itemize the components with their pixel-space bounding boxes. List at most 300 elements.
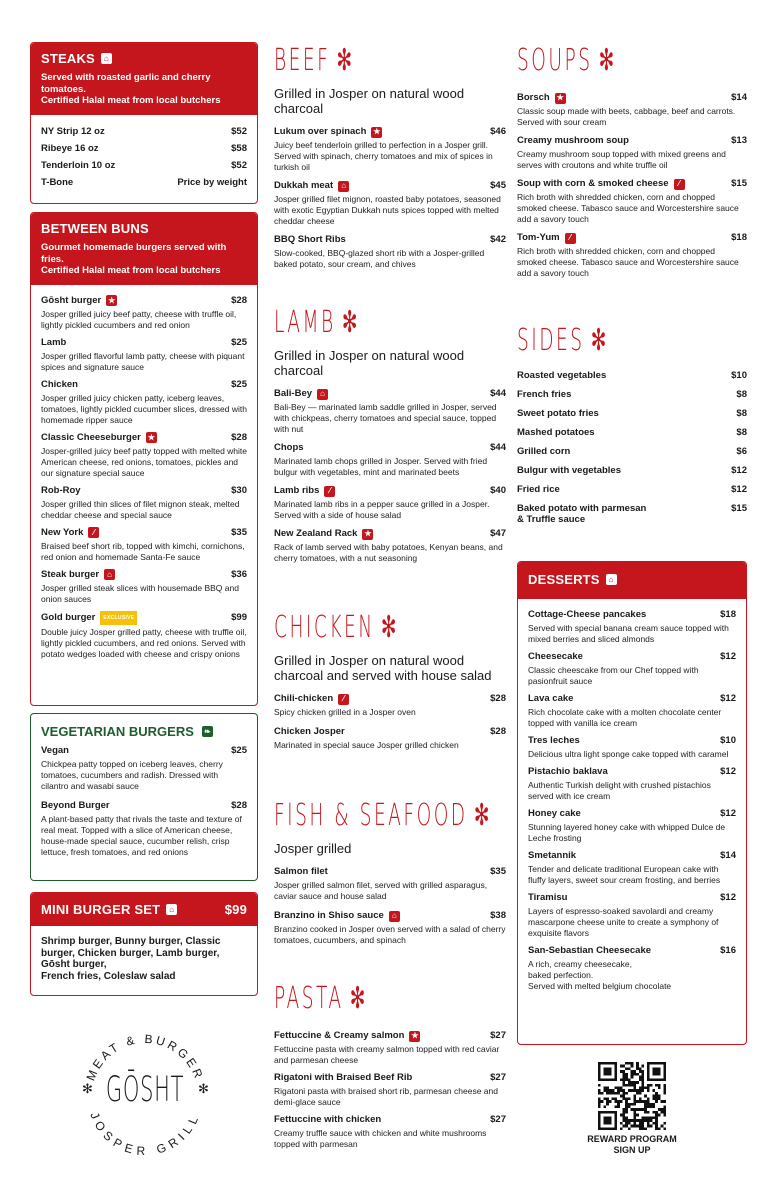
qr-finder — [614, 1111, 617, 1130]
qr-module — [655, 1125, 658, 1128]
qr-module — [620, 1078, 623, 1081]
qr-module — [598, 1089, 601, 1092]
qr-module — [633, 1089, 636, 1092]
menu-item-name-wrap — [528, 892, 567, 904]
qr-finder — [652, 1067, 660, 1075]
qr-module — [625, 1119, 628, 1122]
menu-item-price: $35 — [490, 866, 506, 877]
menu-item — [41, 140, 247, 157]
qr-module — [628, 1122, 631, 1125]
menu-item — [41, 745, 247, 792]
qr-module — [642, 1125, 645, 1128]
menu-item-name-wrap — [517, 135, 629, 147]
qr-module — [631, 1125, 634, 1128]
qr-module — [642, 1122, 645, 1125]
qr-module — [633, 1081, 636, 1084]
qr-module — [663, 1089, 666, 1092]
desserts-list — [518, 599, 746, 1004]
qr-finder — [598, 1111, 601, 1130]
menu-item-row — [41, 157, 247, 174]
qr-module — [650, 1103, 653, 1106]
menu-item — [41, 527, 247, 563]
menu-item-name-wrap — [528, 945, 651, 957]
menu-item-name: Pistachio baklava — [528, 766, 608, 777]
menu-item-row — [274, 726, 506, 738]
burger-icon: ⌂ — [338, 181, 349, 192]
qr-module — [609, 1100, 612, 1103]
menu-item-name-wrap — [41, 157, 115, 174]
menu-item — [528, 808, 736, 844]
menu-item-name: Fettuccine with chicken — [274, 1114, 382, 1125]
qr-module — [650, 1125, 653, 1128]
menu-item-price: $12 — [731, 465, 747, 476]
menu-item-name: Lamb — [41, 336, 67, 348]
qr-module — [642, 1078, 645, 1081]
menu-item-row — [274, 1072, 506, 1084]
menu-item — [41, 337, 247, 373]
menu-item-price: $12 — [720, 693, 736, 704]
qr-module — [631, 1103, 634, 1106]
qr-module — [620, 1122, 623, 1125]
asterisk-icon: ✻ — [336, 43, 355, 78]
qr-module — [658, 1086, 661, 1089]
qr-module — [633, 1073, 636, 1076]
menu-item-price: $25 — [231, 336, 247, 348]
menu-item-name: San-Sebastian Cheesecake — [528, 945, 652, 956]
qr-module — [628, 1089, 631, 1092]
menu-item-description: Stunning layered honey cake with whipped Dulce de Leche frosting — [528, 822, 726, 843]
lamb-section — [274, 306, 506, 571]
menu-item-name: Dukkah meat — [274, 180, 334, 191]
menu-item-name-wrap — [274, 726, 345, 738]
menu-item — [517, 427, 747, 438]
menu-item-description: Marinated lamb ribs in a pepper sauce grilled in a Josper. Served with a side of house salad — [274, 499, 490, 520]
menu-item-name: Classic Cheeseburger — [41, 431, 141, 443]
qr-finder — [603, 1067, 611, 1075]
qr-module — [614, 1097, 617, 1100]
qr-module — [631, 1076, 634, 1079]
qr-module — [617, 1089, 620, 1092]
qr-module — [633, 1116, 636, 1119]
menu-item-price: $27 — [490, 1114, 506, 1125]
menu-item-name: NY Strip 12 oz — [41, 125, 105, 137]
menu-item-name-wrap — [41, 379, 78, 391]
qr-module — [622, 1076, 625, 1079]
menu-item — [528, 850, 736, 886]
menu-item-name: Borsch — [517, 92, 550, 103]
menu-item — [274, 234, 506, 270]
menu-item-description: Rigatoni pasta with braised short rib, parmesan cheese and demi-glace sauce — [274, 1086, 498, 1107]
qr-module — [620, 1086, 623, 1089]
star-icon: ★ — [411, 1031, 419, 1040]
menu-item-description: Rich chocolate cake with a molten chocolate center topped with vanilla ice cream — [528, 707, 722, 728]
menu-item-description: Josper grilled flavorful lamb patty, cheese with piquant spices and signature sauce — [41, 350, 245, 372]
menu-item-name: Smetannik — [528, 850, 577, 861]
qr-module — [633, 1086, 636, 1089]
menu-item-description: Rich broth with shredded chicken, corn and chopped smoked cheese. Tabasco sauce and Worcestershire sauce add a savory touch — [517, 192, 739, 224]
chili-icon: ⁄ — [674, 179, 685, 190]
qr-module — [603, 1089, 606, 1092]
qr-module — [661, 1111, 664, 1114]
menu-item-name-wrap — [517, 465, 621, 476]
qr-module — [628, 1127, 631, 1130]
qr-module — [631, 1065, 634, 1068]
qr-module — [647, 1119, 650, 1122]
menu-item-name-wrap — [528, 651, 583, 663]
qr-module — [625, 1108, 628, 1111]
chili-icon: ⁄ — [338, 694, 349, 705]
menu-item-row — [41, 123, 247, 140]
menu-item-description: Branzino cooked in Josper oven served with a salad of cherry tomatoes, cucumbers, and spinach — [274, 924, 506, 945]
qr-module — [622, 1089, 625, 1092]
qr-module — [631, 1073, 634, 1076]
qr-module — [614, 1106, 617, 1109]
menu-item — [41, 569, 247, 605]
qr-module — [652, 1089, 655, 1092]
qr-module — [658, 1108, 661, 1111]
menu-item-row — [274, 180, 506, 192]
menu-item-row — [41, 800, 247, 812]
star-icon: ★ — [373, 127, 381, 136]
chili-icon: ⁄ — [565, 233, 576, 244]
menu-item-price: $12 — [720, 766, 736, 777]
qr-module — [633, 1122, 636, 1125]
menu-item-name-wrap — [517, 178, 685, 190]
menu-item-description: A plant-based patty that rivals the taste and texture of real meat. Topped with a slice of American cheese, house-made special sauce, cucumber relish, crisp lettuce, fresh tomatoes, and red onions — [41, 814, 242, 857]
menu-item-name: Mashed potatoes — [517, 427, 595, 438]
qr-module — [620, 1070, 623, 1073]
qr-module — [661, 1125, 664, 1128]
qr-module — [633, 1119, 636, 1122]
qr-module — [620, 1100, 623, 1103]
qr-module — [609, 1089, 612, 1092]
qr-module — [642, 1084, 645, 1087]
qr-module — [622, 1092, 625, 1095]
menu-item-name-wrap — [517, 232, 576, 244]
menu-item-price: $30 — [231, 484, 247, 496]
reward-program-label[interactable]: REWARD PROGRAM SIGN UP — [587, 1134, 677, 1155]
qr-module — [636, 1092, 639, 1095]
menu-item-row — [528, 609, 736, 621]
gosht-logo — [70, 1018, 220, 1168]
section-title: FISH & SEAFOOD — [274, 798, 468, 833]
menu-item — [528, 735, 736, 760]
qr-module — [639, 1119, 642, 1122]
qr-module — [603, 1097, 606, 1100]
qr-module — [625, 1062, 628, 1065]
menu-item-price: $52 — [231, 125, 247, 137]
qr-module — [603, 1086, 606, 1089]
qr-module — [650, 1119, 653, 1122]
menu-item — [528, 766, 736, 802]
section-subtitle: Grilled in Josper on natural wood charcoal and served with house salad — [274, 653, 492, 683]
menu-item-name: Grilled corn — [517, 446, 571, 457]
buns-header — [31, 213, 257, 285]
qr-module — [606, 1092, 609, 1095]
menu-item-name: Cheesecake — [528, 651, 583, 662]
qr-module — [639, 1122, 642, 1125]
qr-module — [647, 1100, 650, 1103]
qr-finder — [598, 1078, 617, 1081]
qr-module — [606, 1103, 609, 1106]
menu-item-name-wrap — [41, 337, 66, 349]
qr-module — [663, 1122, 666, 1125]
menu-item-price: $99 — [231, 611, 247, 623]
menu-item-price: $40 — [490, 485, 506, 496]
qr-module — [642, 1089, 645, 1092]
menu-item-name-wrap — [274, 1072, 412, 1084]
qr-module — [661, 1100, 664, 1103]
menu-item-price: $12 — [720, 651, 736, 662]
chili-icon: ⁄ — [324, 486, 335, 497]
qr-module — [631, 1119, 634, 1122]
qr-module — [625, 1111, 628, 1114]
qr-module — [636, 1081, 639, 1084]
qr-module — [628, 1106, 631, 1109]
menu-item-name-wrap — [274, 910, 400, 922]
qr-finder — [598, 1127, 617, 1130]
menu-item-name: Gold burger — [41, 611, 96, 623]
qr-module — [655, 1084, 658, 1087]
qr-module — [647, 1086, 650, 1089]
section-title: BEEF — [274, 43, 331, 78]
menu-item — [517, 408, 747, 419]
qr-module — [631, 1070, 634, 1073]
mini-burger-section — [30, 892, 258, 996]
qr-module — [644, 1119, 647, 1122]
qr-module — [658, 1127, 661, 1130]
qr-module — [652, 1097, 655, 1100]
menu-item-description: Classic cheescake from our Chef topped with pasionfruit sauce — [528, 665, 699, 686]
menu-item-row — [528, 945, 736, 957]
qr-module — [622, 1114, 625, 1117]
menu-item-name: Tenderloin 10 oz — [41, 159, 116, 171]
menu-item-name: French fries — [517, 389, 572, 400]
qr-module — [622, 1084, 625, 1087]
section-subtitle: Grilled in Josper on natural wood charcoal — [274, 86, 465, 116]
menu-item-row — [41, 432, 247, 444]
sides-section — [517, 324, 747, 533]
menu-item-description: Layers of espresso-soaked savolardi and creamy mascarpone cheese unite to create a symphony of exquisite flavors — [528, 906, 719, 938]
qr-module — [631, 1089, 634, 1092]
qr-module — [628, 1119, 631, 1122]
menu-item-name: Branzino in Shiso sauce — [274, 910, 384, 921]
svg-text:JOSPER GRILL — [87, 1110, 202, 1158]
menu-item — [274, 180, 506, 227]
menu-item — [517, 503, 747, 525]
fish-section — [274, 799, 506, 954]
menu-item-description: Served with special banana cream sauce topped with mixed berries and sliced almonds — [528, 623, 729, 644]
menu-item-price: $12 — [720, 808, 736, 819]
menu-item-description: Authentic Turkish delight with crushed pistachios served with ice cream — [528, 780, 711, 801]
qr-module — [620, 1065, 623, 1068]
menu-item-price: $45 — [490, 180, 506, 191]
qr-module — [647, 1103, 650, 1106]
section-title: CHICKEN — [274, 610, 375, 645]
qr-module — [642, 1073, 645, 1076]
menu-item — [517, 232, 747, 279]
menu-item — [528, 693, 736, 729]
menu-item — [274, 1114, 506, 1150]
qr-module — [617, 1103, 620, 1106]
menu-item-name-wrap — [528, 735, 580, 747]
menu-item-row — [517, 446, 747, 457]
menu-item — [41, 611, 247, 660]
menu-item — [517, 135, 747, 171]
menu-item-name: Steak burger — [41, 568, 100, 580]
qr-module — [642, 1116, 645, 1119]
menu-item — [274, 726, 506, 751]
soups-list — [517, 92, 747, 279]
menu-item — [41, 485, 247, 521]
menu-item-row — [517, 389, 747, 400]
menu-item-description: Juicy beef tenderloin grilled to perfection in a Josper grill. Served with spinach, cherry tomatoes and mix of spices in turkish oil — [274, 140, 493, 172]
menu-item-name-wrap — [517, 408, 599, 419]
menu-item-name-wrap — [41, 295, 117, 307]
menu-item-row — [274, 693, 506, 705]
qr-module — [617, 1106, 620, 1109]
asterisk-icon: ✻ — [82, 1082, 93, 1097]
menu-item-price: $28 — [231, 294, 247, 306]
menu-item-price: $46 — [490, 126, 506, 137]
menu-item-price: $10 — [720, 735, 736, 746]
menu-item-price: $58 — [231, 142, 247, 154]
qr-module — [598, 1106, 601, 1109]
qr-module — [622, 1119, 625, 1122]
menu-item-price: $27 — [490, 1030, 506, 1041]
qr-module — [652, 1106, 655, 1109]
menu-item — [274, 1072, 506, 1108]
menu-item — [274, 1030, 506, 1066]
menu-item-name-wrap — [528, 808, 581, 820]
qr-module — [639, 1076, 642, 1079]
qr-module — [631, 1062, 634, 1065]
menu-item-row — [41, 174, 247, 191]
section-subtitle: Gourmet homemade burgers served with fries. Certified Halal meat from local butchers — [41, 242, 227, 276]
qr-module — [625, 1092, 628, 1095]
qr-module — [614, 1086, 617, 1089]
menu-item-row — [274, 910, 506, 922]
qr-module — [633, 1084, 636, 1087]
menu-item-price: $47 — [490, 528, 506, 539]
qr-module — [655, 1111, 658, 1114]
menu-item-row — [274, 234, 506, 246]
qr-module — [622, 1097, 625, 1100]
qr-module — [636, 1062, 639, 1065]
menu-item-name: Tres leches — [528, 735, 580, 746]
qr-module — [652, 1103, 655, 1106]
menu-item-name-wrap — [274, 485, 335, 497]
pasta-list — [274, 1030, 506, 1150]
menu-item-name-wrap — [517, 427, 595, 438]
desserts-section — [517, 561, 747, 1045]
qr-module — [639, 1108, 642, 1111]
menu-item-row — [41, 485, 247, 497]
menu-item-description: Spicy chicken grilled in a Josper oven — [274, 707, 416, 717]
qr-module — [636, 1100, 639, 1103]
qr-module — [636, 1108, 639, 1111]
qr-module — [625, 1100, 628, 1103]
menu-item-row — [41, 140, 247, 157]
qr-module — [663, 1111, 666, 1114]
menu-item — [517, 465, 747, 476]
section-title: SIDES — [517, 323, 585, 358]
menu-item-description: Josper grilled steak slices with housemade BBQ and onion sauces — [41, 582, 239, 604]
qr-module — [647, 1125, 650, 1128]
between-buns-section — [30, 212, 258, 706]
menu-item-price: $8 — [736, 427, 747, 438]
menu-item-row — [517, 232, 747, 244]
menu-item-name: New Zealand Rack — [274, 528, 358, 539]
qr-module — [655, 1100, 658, 1103]
menu-item-row — [41, 745, 247, 757]
menu-item-row — [528, 808, 736, 820]
asterisk-icon: ✻ — [598, 43, 617, 78]
qr-module — [636, 1114, 639, 1117]
menu-item-row — [528, 850, 736, 862]
menu-item-name-wrap — [517, 370, 606, 381]
qr-module — [661, 1108, 664, 1111]
mini-description: Shrimp burger, Bunny burger, Classic burger, Chicken burger, Lamb burger, Gōsht burger, French fries, Coleslaw salad — [41, 936, 221, 982]
qr-module — [642, 1119, 645, 1122]
menu-item-name-wrap — [517, 92, 566, 104]
menu-item-row — [274, 528, 506, 540]
qr-module — [631, 1084, 634, 1087]
section-title: STEAKS — [41, 51, 95, 66]
star-icon: ★ — [556, 93, 564, 102]
qr-module — [622, 1065, 625, 1068]
soups-section — [517, 44, 747, 286]
qr-module — [655, 1092, 658, 1095]
section-title: LAMB — [274, 305, 336, 340]
qr-module — [644, 1106, 647, 1109]
asterisk-icon: ✻ — [473, 798, 492, 833]
qr-module — [625, 1076, 628, 1079]
menu-item — [517, 92, 747, 128]
steaks-section — [30, 42, 258, 204]
menu-item-name: Lukum over spinach — [274, 126, 367, 137]
menu-item-price: $18 — [731, 232, 747, 243]
burger-icon: ⌂ — [104, 569, 115, 580]
qr-module — [655, 1122, 658, 1125]
menu-item-row — [274, 866, 506, 878]
logo-top-text: MEAT & BURGER — [83, 1031, 207, 1083]
qr-module — [644, 1116, 647, 1119]
menu-item-description: Bali-Bey — marinated lamb saddle grilled in Josper, served with chickpeas, cherry tomatoes and special sauce, topped with nut — [274, 402, 497, 434]
menu-item-description: Braised beef short rib, topped with kimchi, cornichons, red onion and homemade Santa-Fe sauce — [41, 540, 245, 562]
burger-icon: ⌂ — [606, 574, 617, 585]
qr-module — [639, 1097, 642, 1100]
menu-item-name-wrap — [41, 527, 99, 539]
menu-item-row — [274, 1030, 506, 1042]
qr-code[interactable] — [598, 1062, 666, 1130]
qr-module — [636, 1125, 639, 1128]
menu-item-description: Rich broth with shredded chicken, corn and chopped smoked cheese. Tabasco sauce and Worcestershire sauce add a savory touch — [517, 246, 739, 278]
menu-item-price: $52 — [231, 159, 247, 171]
menu-item-price: $6 — [736, 446, 747, 457]
menu-item-price: $42 — [490, 234, 506, 245]
qr-finder — [598, 1062, 601, 1081]
menu-item-name: Chops — [274, 442, 304, 453]
menu-item-name: Bulgur with vegetables — [517, 465, 621, 476]
menu-item-name-wrap — [274, 693, 349, 705]
qr-module — [628, 1081, 631, 1084]
menu-item-name-wrap — [274, 234, 346, 246]
qr-module — [642, 1086, 645, 1089]
menu-item — [274, 528, 506, 564]
burger-icon: ⌂ — [101, 53, 112, 64]
qr-module — [652, 1095, 655, 1098]
